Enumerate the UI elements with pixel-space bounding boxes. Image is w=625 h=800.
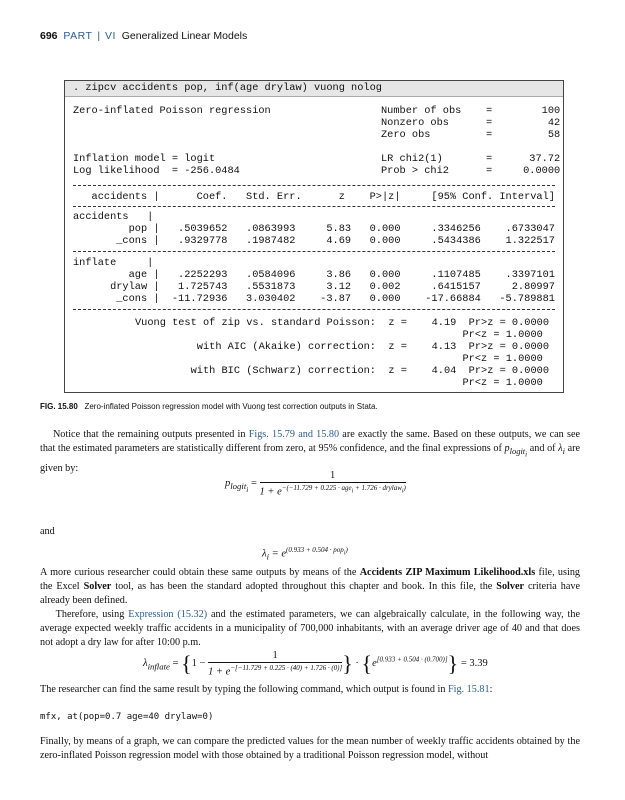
text-run: are given by: xyxy=(40,443,581,474)
page-number: 696 xyxy=(40,30,58,42)
solver-term: Solver xyxy=(496,581,525,592)
math-subscript: i xyxy=(246,486,249,494)
vuong-line: Vuong test of zip vs. standard Poisson: z = 4.19 Pr>z = 0.0000 xyxy=(135,317,550,329)
nonzero-stat: Nonzero obs = 42 xyxy=(381,117,561,129)
exponent: −[−11.729 + 0.225 · (40) + 1.726 · (0)] xyxy=(230,664,343,672)
math-symbol: λ xyxy=(558,443,563,454)
lr-chi2-stat: LR chi2(1) = 37.72 xyxy=(381,153,561,165)
table-row: drylaw | 1.725743 .5531873 3.12 0.002 .6415157 2.80997 xyxy=(73,281,555,293)
table-row: _cons | -11.72936 3.030402 -3.87 0.000 -17.66884 -5.789881 xyxy=(73,293,555,305)
vuong-line: with AIC (Akaike) correction: z = 4.13 Pr>z = 0.0000 xyxy=(135,341,550,353)
math-subscript: i xyxy=(525,450,528,459)
vuong-line: Pr<z = 1.0000 xyxy=(135,329,543,341)
model-title: Zero-inflated Poisson regression xyxy=(73,105,271,117)
paragraph xyxy=(40,428,580,476)
file-name: Accidents ZIP Maximum Likelihood.xls xyxy=(359,567,536,578)
denominator-base: 1 + e xyxy=(259,486,282,498)
expression-link[interactable]: Expression (15.32) xyxy=(128,609,208,620)
text-run: Therefore, using xyxy=(55,609,129,620)
exponent: ) xyxy=(403,484,406,492)
math-subscript: i xyxy=(266,551,269,562)
caption-text: Zero-inflated Poisson regression model with Vuong test correction outputs in Stata. xyxy=(84,402,378,411)
math-subscript: i xyxy=(562,446,565,457)
paragraph xyxy=(40,608,580,650)
equation-lambda xyxy=(262,546,348,562)
numerator: 1 xyxy=(260,470,406,483)
part-roman: VI xyxy=(105,30,116,42)
math-subscript: logit xyxy=(230,481,247,492)
inflation-model: Inflation model = logit xyxy=(73,153,216,165)
math-symbol: p xyxy=(504,443,510,454)
table-bottom-rule xyxy=(73,309,555,310)
math-subscript: i xyxy=(351,488,354,495)
right-brace: } xyxy=(342,650,353,676)
stata-output-figure xyxy=(64,80,564,393)
page-header xyxy=(40,30,247,42)
and-text: and xyxy=(40,526,55,537)
left-brace: { xyxy=(181,650,192,676)
vuong-line: Pr<z = 1.0000 xyxy=(135,353,543,365)
paragraph: Finally, by means of a graph, we can compare the predicted values for the mean number of weekly traffic accidents obtained by the zero-inflated Poisson regression model with those obtained by a traditional Poisson regression model, without xyxy=(40,736,580,761)
equation-rhs: = e xyxy=(271,548,286,560)
nobs-stat: Number of obs = 100 xyxy=(381,105,561,117)
figure-link[interactable]: Figs. 15.79 and 15.80 xyxy=(248,429,340,440)
numerator: 1 xyxy=(208,650,342,663)
header-rule xyxy=(73,206,555,207)
table-top-rule xyxy=(73,185,555,186)
part-label: PART xyxy=(63,30,93,42)
exponent: + 1.726 · drylaw xyxy=(353,484,402,492)
exponent: (0.933 + 0.504 · pop xyxy=(286,546,344,554)
math-subscript: logit xyxy=(509,446,526,457)
text-run: tool, as has been the standard adopted throughout this chapter and book. In this file, the xyxy=(111,581,497,592)
zero-stat: Zero obs = 58 xyxy=(381,129,561,141)
stata-command: . zipcv accidents pop, inf(age drylaw) vuong nolog xyxy=(65,81,563,97)
text-run: A more curious researcher could obtain these same outputs by means of the xyxy=(40,567,360,578)
equation-accidents: accidents | xyxy=(73,211,154,223)
equation-result: = 3.39 xyxy=(460,658,488,670)
prob-chi2-stat: Prob > chi2 = 0.0000 xyxy=(381,165,561,177)
figure-label: FIG. 15.80 xyxy=(40,402,78,411)
equation-rule xyxy=(73,251,555,252)
table-row: pop | .5039652 .0863993 5.83 0.000 .3346256 .6733047 xyxy=(73,223,555,235)
text-run: Notice that the remaining outputs presented in xyxy=(52,429,249,440)
text-run: and the estimated parameters, we can algebraically calculate, in the following way, the average expected weekly traffic accidents in a municipality of 700,000 inhabitants, with an average driver age of 40 and that does not adopt a dry law for after 10:00 p.m. xyxy=(40,609,581,648)
fraction xyxy=(208,650,342,678)
multiply-dot: · xyxy=(355,658,359,670)
denominator-base: 1 + e xyxy=(208,666,231,678)
math-symbol: e xyxy=(372,658,377,670)
figure-link[interactable]: Fig. 15.81 xyxy=(447,684,490,695)
math-subscript: inflate xyxy=(147,661,170,672)
text-run: : xyxy=(489,684,493,695)
paragraph xyxy=(40,566,580,608)
math-subscript: i xyxy=(343,550,346,557)
equation-plogit xyxy=(225,470,406,498)
equation-inflate: inflate | xyxy=(73,257,154,269)
figure-caption xyxy=(40,402,378,411)
left-brace: { xyxy=(361,650,373,676)
table-row: _cons | .9329778 .1987482 4.69 0.000 .5434386 1.322517 xyxy=(73,235,555,247)
math-symbol: λ xyxy=(143,658,148,670)
exponent: [0.933 + 0.504 · (0.700)] xyxy=(376,655,448,664)
equation-inflate xyxy=(143,650,488,678)
text-run: criteria have already been defined. xyxy=(40,581,581,606)
math-symbol: λ xyxy=(262,548,267,560)
header-separator: | xyxy=(97,30,101,42)
equals-sign: = xyxy=(172,658,179,670)
stata-code-line: mfx, at(pop=0.7 age=40 drylaw=0) xyxy=(40,712,214,722)
text-run: are exactly the same. Based on these outputs, we can see that the estimated parameters are statistically different from zero, at 95% confidence, and the final expressions of xyxy=(40,429,581,454)
right-brace: } xyxy=(447,650,459,676)
one-minus: 1 − xyxy=(191,658,206,670)
equals-sign: = xyxy=(250,478,257,490)
denominator xyxy=(208,663,342,678)
text-run: file, using the Excel xyxy=(40,567,581,592)
vuong-line: with BIC (Schwarz) correction: z = 4.04 Pr>z = 0.0000 xyxy=(135,365,550,377)
vuong-line: Pr<z = 1.0000 xyxy=(135,377,543,389)
exponent: ) xyxy=(345,546,348,554)
table-row: age | .2252293 .0584096 3.86 0.000 .1107485 .3397101 xyxy=(73,269,555,281)
text-run: and of xyxy=(527,443,559,454)
table-header: accidents | Coef. Std. Err. z P>|z| [95% Conf. Interval] xyxy=(73,191,555,203)
solver-term: Solver xyxy=(83,581,112,592)
fraction xyxy=(260,470,406,498)
log-likelihood: Log likelihood = -256.0484 xyxy=(73,165,240,177)
denominator xyxy=(260,483,406,498)
math-subscript: i xyxy=(401,488,404,495)
exponent: −(−11.729 + 0.225 · age xyxy=(281,484,352,492)
paragraph xyxy=(40,683,580,697)
text-run: The researcher can find the same result by typing the following command, which output is found in xyxy=(40,684,448,695)
section-title: Generalized Linear Models xyxy=(121,30,248,42)
math-symbol: p xyxy=(225,478,231,490)
